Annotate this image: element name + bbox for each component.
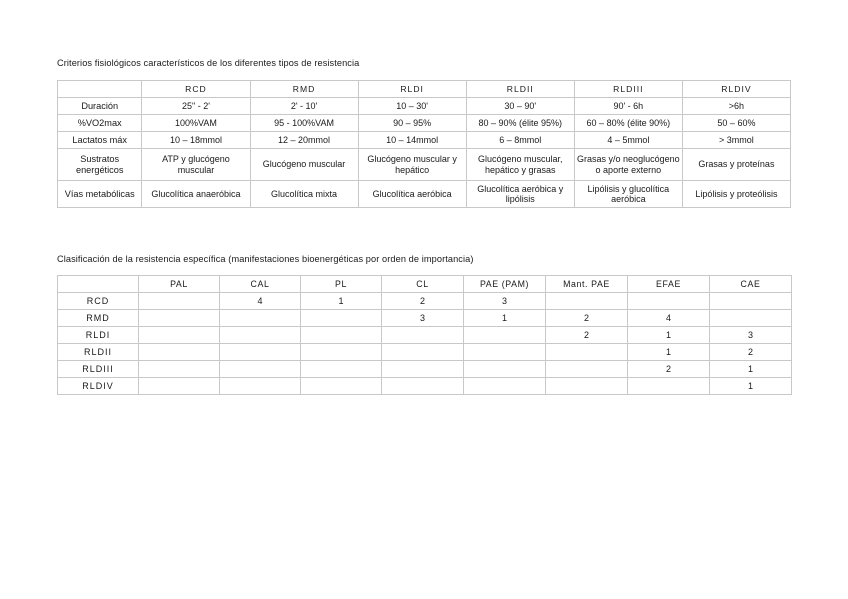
table-cell: 3	[382, 310, 464, 327]
table-cell: 90 – 95%	[358, 115, 466, 132]
table-row	[58, 149, 791, 181]
table-cell	[628, 293, 710, 310]
table-cell: 90' - 6h	[574, 98, 682, 115]
table-cell: Lipólisis y proteólisis	[682, 181, 790, 208]
table-row	[58, 344, 792, 361]
table-cell: Glucógeno muscular, hepático y grasas	[466, 149, 574, 181]
table-cell: 12 – 20mmol	[250, 132, 358, 149]
table-cell: 30 – 90'	[466, 98, 574, 115]
table-cell: Glucógeno muscular	[250, 149, 358, 181]
table-cell: 80 – 90% (élite 95%)	[466, 115, 574, 132]
row-label-vo2max: %VO2max	[58, 115, 142, 132]
table-cell	[139, 361, 220, 378]
table-cell: Grasas y/o neoglucógeno o aporte externo	[574, 149, 682, 181]
table2-caption: Clasificación de la resistencia específica (manifestaciones bioenergéticas por orden de importancia)	[57, 254, 474, 264]
row-label-rldiv: RLDIV	[58, 378, 139, 395]
row-label-vias: Vías metabólicas	[58, 181, 142, 208]
table2-header-mant-pae: Mant. PAE	[546, 276, 628, 293]
table-cell	[139, 327, 220, 344]
table-row	[58, 132, 791, 149]
table-cell	[546, 378, 628, 395]
table-cell: Glucolítica mixta	[250, 181, 358, 208]
table-cell: 2	[546, 310, 628, 327]
table-cell: 2	[382, 293, 464, 310]
row-label-rldii: RLDII	[58, 344, 139, 361]
table-cell: 2	[628, 361, 710, 378]
table-cell	[710, 293, 792, 310]
table-cell: >6h	[682, 98, 790, 115]
table-cell: 10 – 18mmol	[142, 132, 250, 149]
table1-header-rldiv: RLDIV	[682, 81, 790, 98]
table-cell	[546, 293, 628, 310]
table-cell	[382, 361, 464, 378]
table-cell	[464, 327, 546, 344]
row-label-rldi: RLDI	[58, 327, 139, 344]
table1-header-rldii: RLDII	[466, 81, 574, 98]
row-label-rldiii: RLDIII	[58, 361, 139, 378]
table-cell	[139, 293, 220, 310]
table-cell: 100%VAM	[142, 115, 250, 132]
table-cell: Glucolítica anaeróbica	[142, 181, 250, 208]
table-cell	[382, 327, 464, 344]
table-cell: Grasas y proteínas	[682, 149, 790, 181]
table-cell	[382, 344, 464, 361]
row-label-rcd: RCD	[58, 293, 139, 310]
table-cell: > 3mmol	[682, 132, 790, 149]
table-cell: 95 - 100%VAM	[250, 115, 358, 132]
table-cell: 4	[628, 310, 710, 327]
table-cell	[546, 361, 628, 378]
table-cell: 4	[220, 293, 301, 310]
table-cell: 3	[464, 293, 546, 310]
table-row	[58, 115, 791, 132]
table-row	[58, 293, 792, 310]
table-cell: 1	[301, 293, 382, 310]
table-cell: 3	[710, 327, 792, 344]
table-cell: 2	[546, 327, 628, 344]
table1-header-rmd: RMD	[250, 81, 358, 98]
row-label-duracion: Duración	[58, 98, 142, 115]
table-cell	[301, 378, 382, 395]
table-cell: 60 – 80% (élite 90%)	[574, 115, 682, 132]
row-label-lactatos: Lactatos máx	[58, 132, 142, 149]
table1-header-rldi: RLDI	[358, 81, 466, 98]
table-cell	[464, 344, 546, 361]
table-cell	[628, 378, 710, 395]
table-cell: Glucolítica aeróbica	[358, 181, 466, 208]
table-cell: ATP y glucógeno muscular	[142, 149, 250, 181]
table-cell	[220, 361, 301, 378]
table-cell	[710, 310, 792, 327]
table2-header-empty	[58, 276, 139, 293]
table-cell: 25" - 2'	[142, 98, 250, 115]
table-cell: 10 – 30'	[358, 98, 466, 115]
table2-header-pal: PAL	[139, 276, 220, 293]
table-cell: Lipólisis y glucolítica aeróbica	[574, 181, 682, 208]
table-row	[58, 361, 792, 378]
table-cell	[546, 344, 628, 361]
table2-header-pl: PL	[301, 276, 382, 293]
table-cell	[301, 310, 382, 327]
table-row	[58, 181, 791, 208]
table-row	[58, 378, 792, 395]
table2-header-row	[58, 276, 792, 293]
table-cell	[139, 344, 220, 361]
row-label-sustratos: Sustratos energéticos	[58, 149, 142, 181]
table-cell	[301, 344, 382, 361]
table-cell	[139, 378, 220, 395]
table-cell: 4 – 5mmol	[574, 132, 682, 149]
classification-table	[57, 275, 792, 395]
table-cell: Glucolítica aeróbica y lipólisis	[466, 181, 574, 208]
table1-header-rldiii: RLDIII	[574, 81, 682, 98]
table-cell	[464, 378, 546, 395]
table-cell	[220, 310, 301, 327]
table2-header-efae: EFAE	[628, 276, 710, 293]
table-cell	[220, 344, 301, 361]
table1-header-rcd: RCD	[142, 81, 250, 98]
table-cell: 2	[710, 344, 792, 361]
table-cell	[220, 378, 301, 395]
table-cell: 6 – 8mmol	[466, 132, 574, 149]
table-cell: 1	[710, 378, 792, 395]
table-cell	[301, 361, 382, 378]
table-cell	[301, 327, 382, 344]
table1-header-empty	[58, 81, 142, 98]
table-cell	[220, 327, 301, 344]
table2-header-cl: CL	[382, 276, 464, 293]
table-cell: 10 – 14mmol	[358, 132, 466, 149]
table-cell: Glucógeno muscular y hepático	[358, 149, 466, 181]
table-cell: 1	[628, 344, 710, 361]
criteria-table	[57, 80, 791, 208]
table2-header-cal: CAL	[220, 276, 301, 293]
row-label-rmd: RMD	[58, 310, 139, 327]
table2-header-pae: PAE (PAM)	[464, 276, 546, 293]
table-cell: 1	[464, 310, 546, 327]
table-row	[58, 98, 791, 115]
table-cell	[464, 361, 546, 378]
table-cell: 1	[628, 327, 710, 344]
table1-header-row	[58, 81, 791, 98]
table-cell: 1	[710, 361, 792, 378]
table1-caption: Criterios fisiológicos característicos de los diferentes tipos de resistencia	[57, 58, 360, 68]
table2-header-cae: CAE	[710, 276, 792, 293]
table-cell: 2' - 10'	[250, 98, 358, 115]
table-cell: 50 – 60%	[682, 115, 790, 132]
table-row	[58, 327, 792, 344]
table-cell	[139, 310, 220, 327]
table-cell	[382, 378, 464, 395]
table-row	[58, 310, 792, 327]
